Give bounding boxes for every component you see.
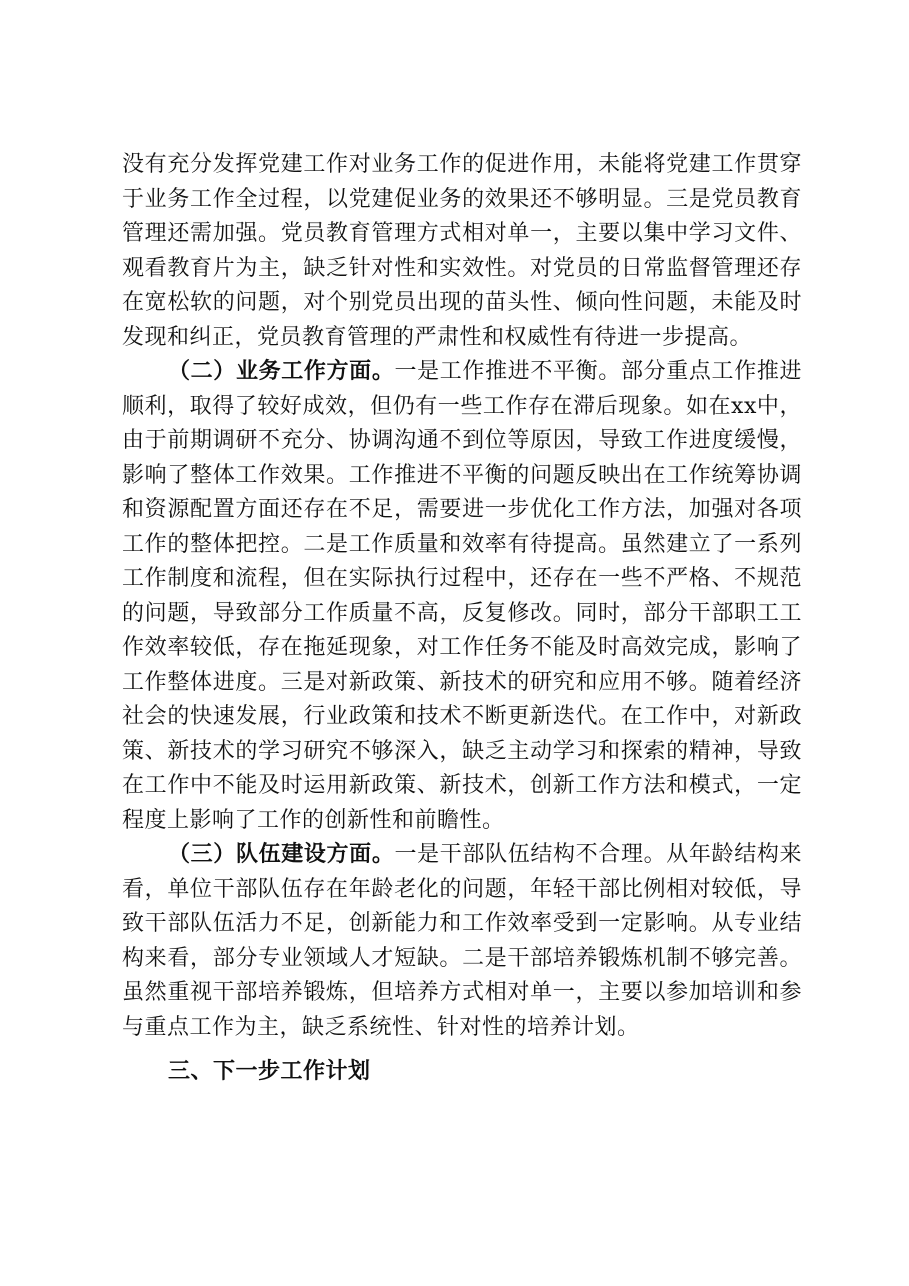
section-heading-next-plan: 三、下一步工作计划 (168, 1059, 371, 1084)
section-lead-team: （三）队伍建设方面。 (168, 842, 395, 867)
document-body (122, 148, 802, 1090)
paragraph-team-building (122, 838, 802, 1045)
paragraph-team-body: 一是干部队伍结构不合理。从年龄结构来看，单位干部队伍存在年龄老化的问题，年轻干部比例相对较低，导致干部队伍活力不足，创新能力和工作效率受到一定影响。从专业结构来看，部分专业领域人才短缺。二是干部培养锻炼机制不够完善。虽然重视干部培养锻炼，但培养方式相对单一，主要以参加培训和参与重点工作为主，缺乏系统性、针对性的培养计划。 (122, 842, 802, 1040)
paragraph-party-building: 没有充分发挥党建工作对业务工作的促进作用，未能将党建工作贯穿于业务工作全过程，以党建促业务的效果还不够明显。三是党员教育管理还需加强。党员教育管理方式相对单一，主要以集中学习文件、观看教育片为主，缺乏针对性和实效性。对党员的日常监督管理还存在宽松软的问题，对个别党员出现的苗头性、倾向性问题，未能及时发现和纠正，党员教育管理的严肃性和权威性有待进一步提高。 (122, 152, 802, 350)
paragraph-business-work (122, 355, 802, 838)
paragraph-business-body: 一是工作推进不平衡。部分重点工作推进顺利，取得了较好成效，但仍有一些工作存在滞后现象。如在xx中，由于前期调研不充分、协调沟通不到位等原因，导致工作进度缓慢，影响了整体工作效果。工作推进不平衡的问题反映出在工作统筹协调和资源配置方面还存在不足，需要进一步优化工作方法，加强对各项工作的整体把控。二是工作质量和效率有待提高。虽然建立了一系列工作制度和流程，但在实际执行过程中，还存在一些不严格、不规范的问题，导致部分工作质量不高，反复修改。同时，部分干部职工工作效率较低，存在拖延现象，对工作任务不能及时高效完成，影响了工作整体进度。三是对新政策、新技术的研究和应用不够。随着经济社会的快速发展，行业政策和技术不断更新迭代。在工作中，对新政策、新技术的学习研究不够深入，缺乏主动学习和探索的精神，导致在工作中不能及时运用新政策、新技术，创新工作方法和模式，一定程度上影响了工作的创新性和前瞻性。 (122, 359, 802, 833)
section-lead-business: （二）业务工作方面。 (168, 359, 395, 384)
